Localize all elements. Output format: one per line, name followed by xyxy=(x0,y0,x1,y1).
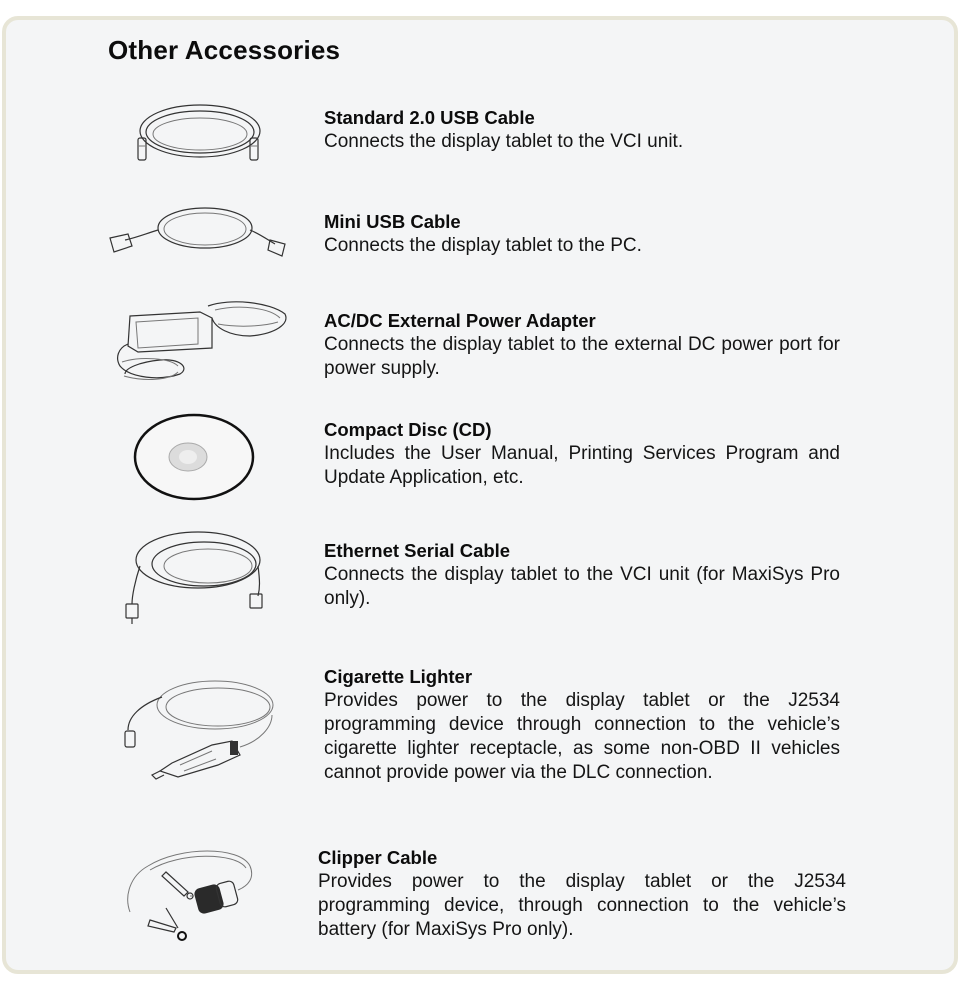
item-description: Includes the User Manual, Printing Services Program and Update Application, etc. xyxy=(324,443,840,488)
usb-cable-icon xyxy=(100,96,300,176)
item-title: Ethernet Serial Cable xyxy=(324,540,511,561)
cigarette-lighter-icon xyxy=(100,675,300,785)
item-title: Mini USB Cable xyxy=(324,211,461,232)
section-title: Other Accessories xyxy=(108,35,341,65)
item-title: Clipper Cable xyxy=(318,847,438,868)
item-description: Connects the display tablet to the PC. xyxy=(324,235,642,256)
item-title: AC/DC External Power Adapter xyxy=(324,310,596,331)
item-description: Connects the display tablet to the VCI unit (for MaxiSys Pro only). xyxy=(324,564,840,609)
compact-disc-icon xyxy=(100,410,300,505)
item-title: Compact Disc (CD) xyxy=(324,419,492,440)
clipper-cable-icon xyxy=(100,846,300,946)
power-adapter-icon xyxy=(100,296,300,391)
item-description: Connects the display tablet to the external DC power port for power supply. xyxy=(324,334,840,379)
mini-usb-cable-icon xyxy=(100,200,300,270)
item-description: Provides power to the display tablet or the J2534 programming device, through connection to the vehicle’s battery (for MaxiSys Pro only). xyxy=(318,871,846,940)
ethernet-cable-icon xyxy=(100,526,300,626)
item-title: Cigarette Lighter xyxy=(324,666,473,687)
item-title: Standard 2.0 USB Cable xyxy=(324,107,535,128)
item-description: Provides power to the display tablet or the J2534 programming device through connection to the vehicle’s cigarette lighter receptacle, as some non-OBD II vehicles cannot provide power via the DLC connection. xyxy=(324,690,840,783)
item-description: Connects the display tablet to the VCI unit. xyxy=(324,131,684,152)
